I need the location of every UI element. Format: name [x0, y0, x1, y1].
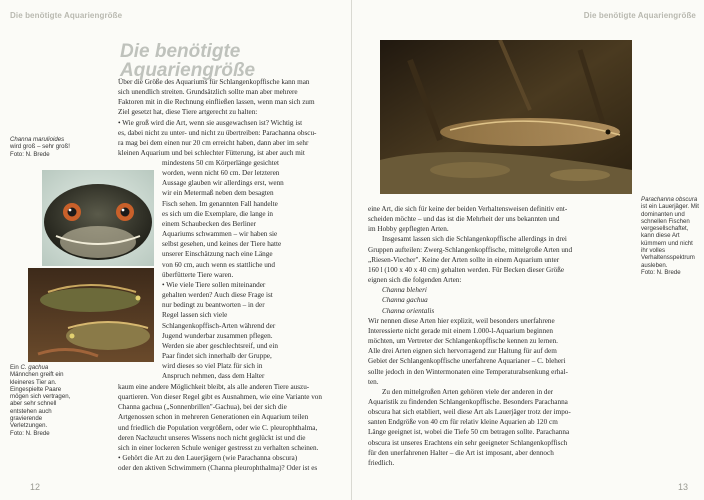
- right-line: Länge geeignet ist, wobei die Tiefe 50 cm betragen sollte. Parachanna: [368, 428, 570, 437]
- left-line: kleinen Aquarium und bei schlechter Fütterung, ist aber auch mit: [118, 149, 305, 158]
- left-line: deren Nachzucht unseres Wissens noch nicht geglückt ist und die: [118, 433, 306, 442]
- right-line: eine Art, die sich für keine der beiden Verhaltensweisen definitiv ent-: [368, 205, 568, 213]
- left-line: nur bedingt zu beantworten – in der: [162, 301, 265, 310]
- species-item: Channa bleheri: [382, 286, 427, 295]
- left-line: unserer Einschätzung nach eine Länge: [162, 250, 273, 259]
- right-line: scheiden möchte – und das ist die Mehrheit der uns bekannten und: [368, 215, 560, 224]
- left-line: kaum eine andere Möglichkeit bleibt, als alle anderen Tiere auszu-: [118, 383, 310, 391]
- left-line: überfütterte Tiere waren.: [162, 270, 234, 279]
- left-line: und friedlich die Population vergrößern, oder wie C. pleurophthalma,: [118, 423, 318, 432]
- title-line-2: Aquariengröße: [120, 60, 256, 81]
- left-line: Ziel gesetzt hat, diese Tiere artgerecht zu halten:: [118, 108, 258, 117]
- left-page: [0, 0, 351, 500]
- left-line: Aquariums schwammen – wir haben sie: [162, 230, 278, 239]
- left-line: mindestens 50 cm Körperlänge gesichtet: [162, 159, 279, 167]
- right-line: ten.: [368, 377, 379, 386]
- caption-3: [641, 196, 699, 276]
- title-line-1: Die benötigte: [120, 41, 241, 62]
- page-title: [120, 42, 320, 80]
- right-line: möchten, um Vertreter der Schlangenkopffische kennen zu lernen.: [368, 337, 558, 346]
- left-line: gehalten werden? Auch diese Frage ist: [162, 291, 273, 300]
- right-line: friedlich.: [368, 458, 395, 467]
- page-number-right: 13: [677, 482, 688, 492]
- right-line: Interessierte nicht gerade mit einem 1.000-l-Aquarium beginnen: [368, 326, 554, 335]
- photo-snakehead-head: [42, 170, 154, 266]
- page-number-left: 12: [30, 482, 41, 492]
- left-line: worden, wenn nicht 60 cm. Der letzteren: [162, 169, 280, 178]
- caption-1-text: wird groß – sehr groß!: [10, 143, 70, 151]
- left-line: Anspruch nehmen, dass dem Halter: [162, 372, 265, 381]
- left-line: • Wie viele Tiere sollen miteinander: [162, 280, 266, 289]
- running-head-right: Die benötigte Aquariengröße: [583, 11, 696, 20]
- left-line: sich in einer lockeren Schule weniger gestresst zu verhalten scheinen.: [118, 443, 319, 452]
- left-line: Über die Größe des Aquariums für Schlangenkopffische kann man: [118, 78, 310, 86]
- right-line: obscura hat sich etabliert, weil diese Art als Lauerjäger trotz der impo-: [368, 408, 571, 417]
- right-line: „Riesen-Viecher". Keine der Arten sollte in einem Aquarium unter: [368, 255, 560, 264]
- right-line: 160 l (100 x 40 x 40 cm) gehalten werden. Für Becken dieser Größe: [368, 265, 565, 274]
- caption-2-credit: Foto: N. Brede: [10, 429, 50, 437]
- photo-parachanna-obscura: [380, 40, 632, 194]
- caption-2-species: C. gachua: [20, 364, 49, 371]
- left-text-middle: [162, 158, 336, 381]
- right-line: Wir nennen diese Arten hier explizit, weil besonders unerfahrene: [368, 316, 555, 325]
- species-item: Channa orientalis: [382, 306, 435, 315]
- left-line: Paar findet sich innerhalb der Gruppe,: [162, 351, 272, 360]
- left-line: Fisch sehen. Im genannten Fall handelte: [162, 199, 278, 208]
- channa-gachua-image: [28, 268, 154, 362]
- left-line: Jugend wunderbar zusammen pflegen.: [162, 331, 273, 340]
- caption-3-text: ist ein Lauerjäger. Mit dominanten und schnellen Fischen vergesellschaftet, kann diese Art kümmern und nicht ihr volles Verhaltensspektrum ausleben.: [641, 203, 699, 269]
- running-head-left: Die benötigte Aquariengröße: [10, 11, 123, 20]
- right-line: Gebiet der Schlangenkopffische unerfahrene Aquarianer – C. bleheri: [368, 357, 566, 366]
- right-page: [352, 0, 704, 500]
- left-line: Werden sie aber geschlechtsreif, und ein: [162, 341, 278, 350]
- right-line: Alle drei Arten eignen sich hervorragend zur Haltung für auf dem: [368, 347, 557, 356]
- right-line: für den unerfahrenen Halter – die Art ist imposant, aber dennoch: [368, 448, 554, 457]
- caption-2: [10, 364, 72, 437]
- left-line: selbst gesehen, und keines der Tiere hatte: [162, 240, 282, 249]
- left-line: Channa gachua („Sonnenbrillen"-Gachua), bei der sich die: [118, 403, 287, 412]
- photo-channa-gachua: [28, 268, 154, 362]
- left-text-bottom: [118, 382, 336, 473]
- caption-3-credit: Foto: N. Brede: [641, 268, 681, 276]
- caption-1-species: Channa marulioides: [10, 136, 65, 143]
- left-line: wir ein Metermaß neben dem besagten: [162, 189, 274, 198]
- caption-2-text: Männchen greift ein kleineres Tier an. Eingespielte Paare mögen sich vertragen, aber sehr schnell entstehen auch gravierende Verletzungen.: [10, 371, 71, 430]
- left-line: Aussage glauben wir allerdings erst, wenn: [162, 179, 284, 188]
- left-line: Schlangenkopffisch-Arten während der: [162, 321, 276, 330]
- right-text: [368, 204, 630, 468]
- caption-1: [10, 136, 70, 158]
- left-line: oder den aktiven Schwimmern (Channa pleurophthalma)? Oder ist es: [118, 464, 318, 473]
- right-line: eignen sich die folgenden Arten:: [368, 276, 462, 285]
- left-line: es sich um die Exemplare, die lange in: [162, 209, 273, 218]
- caption-3-species: Parachanna obscura: [641, 196, 698, 203]
- parachanna-obscura-image: [380, 40, 632, 194]
- left-line: Regel lassen sich viele: [162, 311, 228, 320]
- caption-2-head: [10, 364, 72, 371]
- right-line: santen Endgröße von 40 cm für relativ kleine Aquarien ab 120 cm: [368, 418, 558, 427]
- right-line: Insgesamt lassen sich die Schlangenkopffische allerdings in drei: [382, 235, 567, 244]
- left-line: wird dieses so viel Platz für sich in: [162, 362, 263, 371]
- left-line: sich unendlich streiten. Grundsätzlich sollte man aber mehrere: [118, 88, 298, 97]
- species-item: Channa gachua: [382, 296, 428, 305]
- left-line: ra mag bei dem einen nur 20 cm erreicht haben, dann aber im sehr: [118, 138, 309, 147]
- snakehead-head-image: [42, 170, 154, 266]
- left-line: • Wie groß wird die Art, wenn sie ausgewachsen ist? Wichtig ist: [118, 118, 303, 127]
- right-line: Zu den mittelgroßen Arten gehören viele der anderen in der: [382, 387, 554, 396]
- right-line: im Hobby gepflegten Arten.: [368, 225, 449, 234]
- caption-2-intro: Ein: [10, 364, 19, 371]
- left-line: quartieren. Von dieser Regel gibt es Ausnahmen, wie eine Variante von: [118, 393, 322, 402]
- right-line: obscura ist unseres Erachtens ein sehr geeigneter Schlangenkopffisch: [368, 438, 568, 447]
- left-text-top: [118, 77, 336, 158]
- right-line: sollte jedoch in den Wintermonaten eine Temperaturabsenkung erhal-: [368, 367, 568, 376]
- left-line: Artgenossen schon in mehreren Generationen ein Aquarium teilen: [118, 413, 309, 422]
- left-line: Faktoren mit in die Rechnung einfließen lassen, wenn man sich zum: [118, 98, 315, 107]
- left-line: einem Schaubecken des Berliner: [162, 219, 256, 228]
- left-line: • Gehört die Art zu den Lauerjägern (wie Parachanna obscura): [118, 454, 298, 463]
- right-line: Aquaristik zu findenden Schlangenkopffische. Besonders Parachanna: [368, 397, 568, 406]
- right-line: Gruppen aufteilen: Zwerg-Schlangenkopffische, mittelgroße Arten und: [368, 245, 573, 254]
- caption-1-credit: Foto: N. Brede: [10, 150, 50, 158]
- left-line: von 60 cm, auch wenn es stattliche und: [162, 260, 275, 269]
- left-line: es, dabei nicht zu unter- und nicht zu übertreiben: Parachanna obscu-: [118, 128, 317, 137]
